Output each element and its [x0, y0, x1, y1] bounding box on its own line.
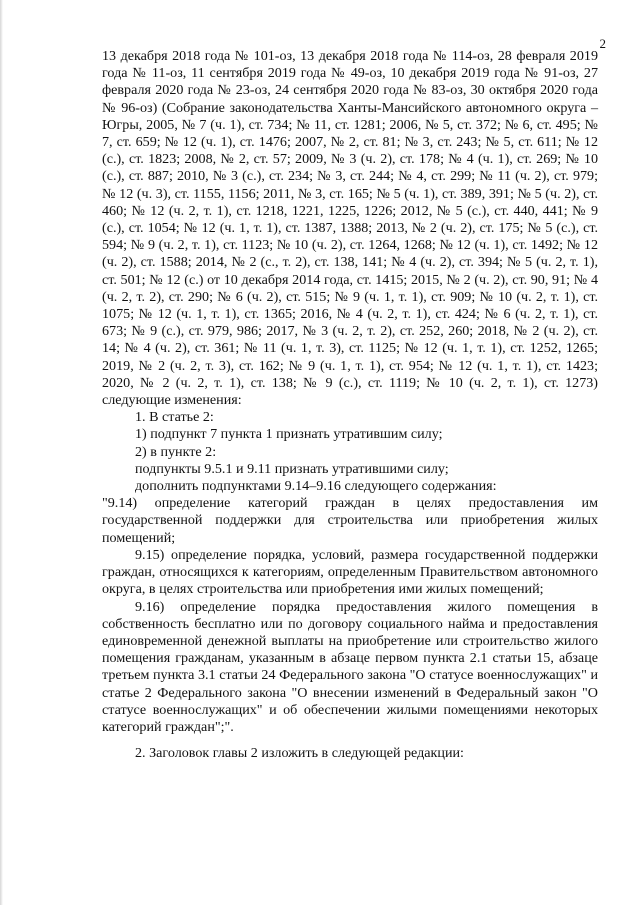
paragraph-article-2: 1. В статье 2:	[135, 409, 214, 426]
document-body	[102, 48, 598, 762]
paragraph-repeal-subitems: подпункты 9.5.1 и 9.11 признать утратившими силу;	[135, 460, 449, 477]
page-number: 2	[599, 36, 606, 51]
paragraph-legislation-list: 13 декабря 2018 года № 101-оз, 13 декабря 2018 года № 114-оз, 28 февраля 2019 года № 11-оз, 11 сентября 2019 года № 49-оз, 10 декабря 2019 года № 91-оз, 27 февраля 2020 года № 23-оз, 24 сентября 2020 года № 83-оз, 30 октября 2020 года № 96-оз) (Собрание законодательства Ханты-Мансийского автономного округа – Югры, 2005, № 7 (ч. 1), ст. 734; № 11, ст. 1281; 2006, № 5, ст. 372; № 6, ст. 495; № 7, ст. 659; № 12 (ч. 1), ст. 1476; 2007, № 2, ст. 81; № 3, ст. 243; № 5, ст. 611; № 12 (с.), ст. 1823; 2008, № 2, ст. 57; 2009, № 3 (ч. 2), ст. 178; № 4 (ч. 1), ст. 269; № 10 (с.), ст. 887; 2010, № 3 (с.), ст. 234; № 3, ст. 244; № 4, ст. 299; № 11 (ч. 2), ст. 979; № 12 (ч. 3), ст. 1155, 1156; 2011, № 3, ст. 165; № 5 (ч. 1), ст. 389, 391; № 5 (ч. 2), ст. 460; № 12 (ч. 2, т. 1), ст. 1218, 1221, 1225, 1226; 2012, № 5 (с.), ст. 440, 441; № 9 (с.), ст. 1054; № 12 (ч. 1, т. 1), ст. 1387, 1388; 2013, № 2 (ч. 2), ст. 175; № 5 (с.), ст. 594; № 9 (ч. 2, т. 1), ст. 1123; № 10 (ч. 2), ст. 1264, 1268; № 12 (ч. 1), ст. 1492; № 12 (ч. 2), ст. 1588; 2014, № 2 (с., т. 2), ст. 138, 141; № 4 (ч. 2), ст. 394; № 5 (ч. 2, т. 1), ст. 501; № 12 (с.) от 10 декабря 2014 года, ст. 1415; 2015, № 2 (ч. 2), ст. 90, 91; № 4 (ч. 2, т. 2), ст. 290; № 6 (ч. 2), ст. 515; № 9 (ч. 1, т. 1), ст. 909; № 10 (ч. 2, т. 1), ст. 1075; № 12 (ч. 1, т. 1), ст. 1365; 2016, № 4 (ч. 2, т. 1), ст. 424; № 6 (ч. 2, т. 1), ст. 673; № 9 (с.), ст. 979, 986; 2017, № 3 (ч. 2, т. 2), ст. 252, 260; 2018, № 2 (ч. 2), ст. 14; № 4 (ч. 2), ст. 361; № 11 (ч. 1, т. 3), ст. 1125; № 12 (ч. 1, т. 1), ст. 1252, 1265; 2019, № 2 (ч. 2, т. 3), ст. 162; № 9 (ч. 1, т. 1), ст. 954; № 12 (ч. 1, т. 1), ст. 1423; 2020, № 2 (ч. 2, т. 1), ст. 138; № 9 (с.), ст. 1119; № 10 (ч. 2, т. 1), ст. 1273) следующие изменения:	[102, 48, 598, 409]
paragraph-item-9-14: "9.14) определение категорий граждан в целях предоставления им государственной поддержки для строительства или приобретения жилых помещений;	[102, 495, 598, 546]
paragraph-subitem-1: 1) подпункт 7 пункта 1 признать утратившим силу;	[135, 426, 443, 443]
paragraph-chapter-2-title: 2. Заголовок главы 2 изложить в следующей редакции:	[135, 745, 464, 762]
paragraph-add-subitems: дополнить подпунктами 9.14–9.16 следующего содержания:	[135, 478, 497, 495]
scan-edge	[0, 0, 3, 905]
paragraph-item-9-16: 9.16) определение порядка предоставления жилого помещения в собственность бесплатно или по договору социального найма и предоставления единовременной денежной выплаты на приобретение или строительство жилого помещения гражданам, указанным в абзаце первом пункта 2.1 статьи 15, абзаце третьем пункта 3.1 статьи 24 Федерального закона "О статусе военнослужащих" и статье 2 Федерального закона "О внесении изменений в Федеральный закон "О статусе военнослужащих" и об обеспечении жилыми помещениями некоторых категорий граждан";".	[102, 598, 598, 735]
paragraph-subitem-2: 2) в пункте 2:	[135, 443, 217, 460]
paragraph-item-9-15: 9.15) определение порядка, условий, размера государственной поддержки граждан, относящихся к категориям, определенным Правительством автономного округа, в целях строительства или приобретения ими жилых помещений;	[102, 546, 598, 598]
